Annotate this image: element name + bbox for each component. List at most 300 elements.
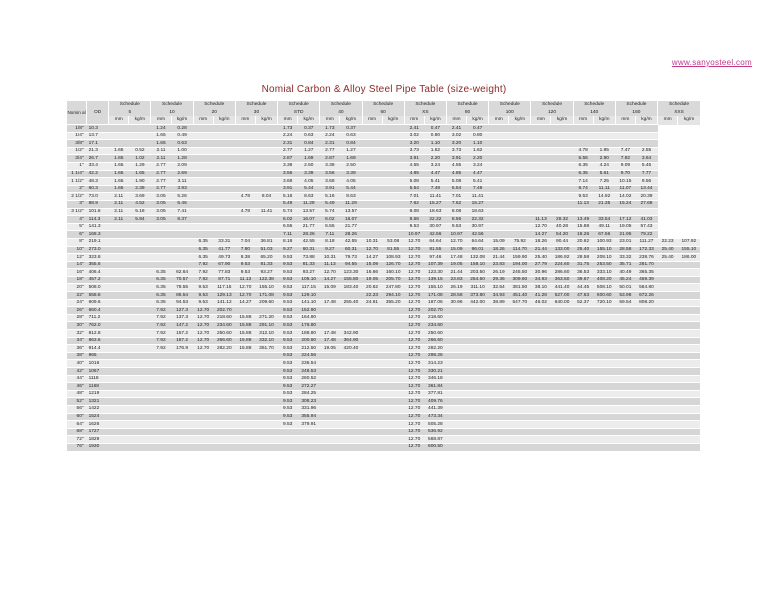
- table-cell: 12.70: [235, 292, 255, 300]
- table-cell: 40.28: [551, 223, 573, 231]
- table-cell: [489, 140, 509, 148]
- table-cell: 8.56: [446, 216, 466, 224]
- table-cell: 12.70: [404, 276, 424, 284]
- table-cell: [551, 375, 573, 383]
- table-row: [67, 360, 701, 368]
- table-cell: 6.02: [278, 216, 298, 224]
- table-cell: 49.11: [593, 223, 615, 231]
- table-cell: 12.70: [404, 284, 424, 292]
- table-cell: 50.01: [615, 284, 635, 292]
- table-cell: 4.78: [573, 147, 593, 155]
- table-cell: 4.78: [235, 208, 255, 216]
- table-cell: 600.50: [424, 443, 446, 450]
- table-cell: 30.97: [424, 223, 446, 231]
- table-cell: 377.81: [424, 390, 446, 398]
- website-url[interactable]: www.sanyosteel.com: [671, 58, 752, 67]
- table-cell: 11.11: [593, 185, 615, 193]
- table-cell: [171, 421, 193, 429]
- table-cell: [593, 398, 615, 406]
- schedule-number: 100: [489, 109, 531, 116]
- table-cell: 26.19: [446, 284, 466, 292]
- table-cell: 346.18: [424, 375, 446, 383]
- nominal-size: 2": [67, 185, 87, 193]
- table-cell: [531, 185, 551, 193]
- table-cell: [255, 443, 277, 450]
- table-cell: 5.54: [404, 185, 424, 193]
- table-cell: 35.71: [615, 261, 635, 269]
- table-cell: 266.60: [424, 337, 446, 345]
- table-cell: [298, 443, 320, 450]
- table-cell: [340, 436, 362, 444]
- table-cell: 10.31: [362, 238, 382, 246]
- table-cell: [129, 360, 151, 368]
- table-cell: [615, 345, 635, 353]
- nominal-size: 56": [67, 405, 87, 413]
- nominal-size: 36": [67, 345, 87, 353]
- table-cell: [151, 428, 171, 436]
- table-cell: [635, 314, 657, 322]
- table-cell: [573, 390, 593, 398]
- table-cell: 8.08: [404, 208, 424, 216]
- table-cell: [213, 368, 235, 376]
- table-cell: [635, 375, 657, 383]
- table-cell: [255, 178, 277, 186]
- table-cell: [235, 140, 255, 148]
- table-cell: [193, 223, 213, 231]
- table-cell: [635, 421, 657, 429]
- table-cell: [129, 261, 151, 269]
- table-cell: 9.27: [278, 246, 298, 254]
- table-cell: 8.18: [278, 238, 298, 246]
- table-cell: [382, 231, 404, 239]
- table-cell: 381.50: [509, 284, 531, 292]
- table-cell: 14.92: [593, 193, 615, 201]
- table-cell: 9.53: [278, 405, 298, 413]
- table-cell: [509, 375, 531, 383]
- table-cell: [320, 352, 340, 360]
- table-cell: [678, 352, 700, 360]
- table-row: [67, 246, 701, 254]
- table-cell: 409.76: [424, 398, 446, 406]
- table-cell: [467, 322, 489, 330]
- table-cell: [129, 337, 151, 345]
- table-cell: [213, 140, 235, 148]
- table-cell: [615, 443, 635, 450]
- table-cell: [489, 208, 509, 216]
- table-row: [67, 162, 701, 170]
- table-cell: [129, 345, 151, 353]
- table-cell: 568.87: [424, 436, 446, 444]
- outside-diameter: 42.2: [87, 170, 109, 178]
- table-cell: [340, 360, 362, 368]
- table-cell: [151, 390, 171, 398]
- table-row: [67, 223, 701, 231]
- table-cell: [362, 185, 382, 193]
- table-cell: [340, 307, 362, 315]
- outside-diameter: 812.8: [87, 330, 109, 338]
- table-cell: [193, 140, 213, 148]
- table-cell: [382, 337, 404, 345]
- table-cell: 5.44: [298, 185, 320, 193]
- table-cell: [193, 208, 213, 216]
- table-cell: [340, 292, 362, 300]
- table-cell: 309.60: [509, 276, 531, 284]
- table-cell: 355.94: [298, 413, 320, 421]
- table-cell: [615, 398, 635, 406]
- table-cell: [467, 398, 489, 406]
- table-cell: [531, 345, 551, 353]
- table-cell: [658, 352, 678, 360]
- table-cell: [129, 352, 151, 360]
- unit-mm: mm: [109, 116, 129, 125]
- outside-diameter: 1118: [87, 375, 109, 383]
- table-cell: [235, 413, 255, 421]
- table-cell: [362, 216, 382, 224]
- table-cell: [635, 337, 657, 345]
- table-cell: 1.62: [467, 147, 489, 155]
- nominal-size: 6": [67, 231, 87, 239]
- table-cell: [109, 345, 129, 353]
- table-cell: 6.35: [193, 238, 213, 246]
- table-cell: [255, 140, 277, 148]
- table-cell: 2.87: [320, 155, 340, 163]
- table-cell: 53.08: [382, 238, 404, 246]
- table-cell: [509, 132, 531, 140]
- table-cell: 1.24: [151, 125, 171, 133]
- table-row: [67, 307, 701, 315]
- table-cell: [382, 368, 404, 376]
- table-cell: 9.53: [278, 322, 298, 330]
- table-cell: 45.24: [615, 276, 635, 284]
- table-cell: 298.26: [424, 352, 446, 360]
- table-cell: 2.69: [171, 170, 193, 178]
- table-cell: [467, 413, 489, 421]
- table-cell: 0.47: [467, 125, 489, 133]
- table-cell: 3.39: [298, 170, 320, 178]
- table-cell: [235, 178, 255, 186]
- table-cell: 3.39: [340, 170, 362, 178]
- table-cell: 97.46: [424, 254, 446, 262]
- table-cell: 5.61: [593, 170, 615, 178]
- table-cell: 8.37: [171, 216, 193, 224]
- table-cell: [551, 421, 573, 429]
- table-cell: 10.31: [320, 254, 340, 262]
- table-cell: [340, 383, 362, 391]
- table-cell: [213, 200, 235, 208]
- table-cell: 23.01: [615, 238, 635, 246]
- table-cell: [362, 360, 382, 368]
- table-cell: 12.70: [193, 345, 213, 353]
- table-cell: [235, 405, 255, 413]
- table-cell: 2.77: [278, 147, 298, 155]
- table-cell: [213, 383, 235, 391]
- table-cell: 7.48: [424, 185, 446, 193]
- table-cell: [193, 436, 213, 444]
- table-cell: [213, 390, 235, 398]
- table-cell: [678, 436, 700, 444]
- table-cell: [255, 170, 277, 178]
- table-cell: 23.83: [446, 276, 466, 284]
- outside-diameter: 168.3: [87, 231, 109, 239]
- table-cell: [255, 368, 277, 376]
- table-cell: [551, 428, 573, 436]
- table-cell: 176.9: [171, 345, 193, 353]
- table-cell: 0.63: [340, 132, 362, 140]
- table-cell: [531, 307, 551, 315]
- table-cell: [551, 383, 573, 391]
- table-cell: 155.10: [255, 284, 277, 292]
- table-cell: 16.66: [362, 269, 382, 277]
- table-cell: [320, 421, 340, 429]
- table-cell: [446, 314, 466, 322]
- table-cell: [213, 162, 235, 170]
- schedule-header: Schedule: [404, 101, 446, 109]
- table-cell: 12.70: [404, 337, 424, 345]
- table-cell: 361.84: [424, 383, 446, 391]
- table-cell: [151, 238, 171, 246]
- outside-diameter: 323.8: [87, 254, 109, 262]
- table-cell: 272.27: [298, 383, 320, 391]
- table-cell: 3.91: [404, 155, 424, 163]
- table-cell: 23.83: [489, 261, 509, 269]
- table-cell: 171.08: [255, 292, 277, 300]
- table-cell: [509, 421, 531, 429]
- schedule-header: Schedule: [362, 101, 404, 109]
- table-cell: 1.10: [424, 140, 446, 148]
- table-cell: [635, 443, 657, 450]
- table-cell: 30.97: [467, 223, 489, 231]
- table-cell: 172.33: [635, 246, 657, 254]
- table-row: [67, 405, 701, 413]
- table-cell: [382, 436, 404, 444]
- table-cell: [551, 307, 573, 315]
- table-cell: 33.31: [213, 238, 235, 246]
- table-cell: [193, 405, 213, 413]
- table-cell: 202.70: [424, 307, 446, 315]
- table-cell: [551, 405, 573, 413]
- table-cell: [531, 360, 551, 368]
- table-cell: [320, 436, 340, 444]
- table-cell: [615, 360, 635, 368]
- table-cell: 28.26: [298, 231, 320, 239]
- table-cell: [362, 132, 382, 140]
- table-cell: [109, 314, 129, 322]
- table-cell: 15.24: [615, 200, 635, 208]
- table-cell: [509, 390, 531, 398]
- table-cell: [615, 428, 635, 436]
- table-cell: [382, 162, 404, 170]
- table-cell: [658, 345, 678, 353]
- table-cell: 34.93: [531, 276, 551, 284]
- table-cell: 39.67: [573, 276, 593, 284]
- table-cell: [593, 330, 615, 338]
- table-cell: [129, 269, 151, 277]
- table-cell: 1.27: [298, 147, 320, 155]
- table-cell: 7.92: [151, 337, 171, 345]
- table-cell: [213, 398, 235, 406]
- table-cell: [509, 155, 531, 163]
- table-cell: 473.34: [424, 413, 446, 421]
- outside-diameter: 17.1: [87, 140, 109, 148]
- table-cell: [213, 375, 235, 383]
- table-cell: [213, 178, 235, 186]
- table-cell: [193, 390, 213, 398]
- nominal-size: 5": [67, 223, 87, 231]
- table-cell: [658, 360, 678, 368]
- table-cell: [509, 383, 531, 391]
- table-cell: [151, 405, 171, 413]
- table-cell: [509, 345, 531, 353]
- table-cell: [658, 269, 678, 277]
- table-cell: [382, 200, 404, 208]
- table-cell: 564.80: [635, 284, 657, 292]
- table-cell: [531, 193, 551, 201]
- table-cell: [213, 360, 235, 368]
- table-cell: [489, 383, 509, 391]
- table-cell: [235, 162, 255, 170]
- table-cell: 57.43: [635, 223, 657, 231]
- table-cell: 1.28: [171, 155, 193, 163]
- table-cell: 12.70: [404, 307, 424, 315]
- table-cell: [362, 398, 382, 406]
- table-cell: [213, 193, 235, 201]
- table-cell: 9.53: [573, 193, 593, 201]
- table-cell: [531, 147, 551, 155]
- table-cell: 218.60: [424, 314, 446, 322]
- table-cell: [573, 368, 593, 376]
- table-cell: 25.40: [531, 254, 551, 262]
- table-row: [67, 314, 701, 322]
- table-cell: [193, 125, 213, 133]
- table-cell: [171, 254, 193, 262]
- table-cell: [593, 443, 615, 450]
- table-cell: [635, 436, 657, 444]
- table-cell: 44.45: [573, 284, 593, 292]
- table-cell: 33.32: [615, 254, 635, 262]
- table-cell: [531, 413, 551, 421]
- table-cell: 2.77: [151, 178, 171, 186]
- table-cell: 271.20: [255, 314, 277, 322]
- table-cell: [213, 185, 235, 193]
- table-cell: 208.10: [593, 254, 615, 262]
- table-cell: [467, 337, 489, 345]
- table-cell: 25.40: [658, 246, 678, 254]
- table-cell: [213, 147, 235, 155]
- table-cell: [382, 375, 404, 383]
- table-cell: 536.92: [424, 428, 446, 436]
- table-cell: [446, 443, 466, 450]
- table-cell: 94.55: [340, 261, 362, 269]
- table-cell: 2.20: [467, 155, 489, 163]
- table-cell: [658, 405, 678, 413]
- table-cell: [129, 398, 151, 406]
- table-cell: 365.35: [635, 269, 657, 277]
- table-cell: 122.38: [255, 276, 277, 284]
- table-cell: 12.70: [404, 269, 424, 277]
- table-body: [67, 125, 701, 451]
- table-cell: 38.10: [531, 284, 551, 292]
- table-row: [67, 170, 701, 178]
- table-cell: 7.47: [615, 147, 635, 155]
- table-cell: 3.38: [320, 162, 340, 170]
- table-cell: [467, 405, 489, 413]
- table-cell: 157.2: [171, 330, 193, 338]
- table-cell: 1.65: [151, 132, 171, 140]
- table-cell: [382, 125, 404, 133]
- table-cell: [551, 360, 573, 368]
- table-cell: 158.10: [467, 261, 489, 269]
- table-cell: 14.27: [531, 231, 551, 239]
- table-cell: [171, 383, 193, 391]
- table-cell: [658, 398, 678, 406]
- table-cell: 46.02: [531, 299, 551, 307]
- table-cell: [109, 398, 129, 406]
- table-cell: 15.27: [467, 200, 489, 208]
- table-cell: 4.47: [467, 170, 489, 178]
- table-cell: 67.90: [213, 261, 235, 269]
- table-cell: [573, 314, 593, 322]
- table-cell: [615, 330, 635, 338]
- table-cell: [446, 428, 466, 436]
- table-cell: 12.70: [404, 345, 424, 353]
- table-cell: [615, 314, 635, 322]
- table-cell: 281.70: [635, 261, 657, 269]
- table-cell: [573, 421, 593, 429]
- table-cell: 65.20: [255, 254, 277, 262]
- table-cell: [362, 314, 382, 322]
- table-cell: 2.77: [151, 162, 171, 170]
- table-cell: 2.77: [320, 147, 340, 155]
- table-cell: [573, 337, 593, 345]
- table-cell: 1.02: [129, 155, 151, 163]
- outside-diameter: 965: [87, 352, 109, 360]
- table-cell: [129, 299, 151, 307]
- table-cell: [255, 147, 277, 155]
- table-cell: 14.27: [235, 299, 255, 307]
- table-cell: 9.53: [278, 383, 298, 391]
- table-cell: [531, 322, 551, 330]
- table-cell: [509, 337, 531, 345]
- table-cell: [213, 223, 235, 231]
- table-cell: 12.70: [404, 428, 424, 436]
- table-row: [67, 254, 701, 262]
- table-cell: [193, 398, 213, 406]
- table-cell: 260.52: [298, 375, 320, 383]
- table-cell: [658, 421, 678, 429]
- table-cell: 373.80: [467, 292, 489, 300]
- table-cell: 7.92: [151, 322, 171, 330]
- outside-diameter: 1219: [87, 390, 109, 398]
- table-cell: 331.96: [298, 405, 320, 413]
- nominal-size: 3/8": [67, 140, 87, 148]
- table-cell: 15.88: [235, 345, 255, 353]
- table-row: [67, 398, 701, 406]
- table-cell: 9.53: [193, 292, 213, 300]
- table-cell: 0.80: [467, 132, 489, 140]
- table-row: [67, 185, 701, 193]
- table-cell: [109, 276, 129, 284]
- table-cell: 77.83: [213, 269, 235, 277]
- table-cell: 155.80: [340, 276, 362, 284]
- table-cell: 107.39: [424, 261, 446, 269]
- table-cell: [171, 231, 193, 239]
- unit-kgm: kg/m: [171, 116, 193, 125]
- table-cell: [235, 443, 255, 450]
- table-cell: [446, 345, 466, 353]
- table-cell: [593, 390, 615, 398]
- table-cell: [551, 330, 573, 338]
- table-cell: 9.53: [278, 276, 298, 284]
